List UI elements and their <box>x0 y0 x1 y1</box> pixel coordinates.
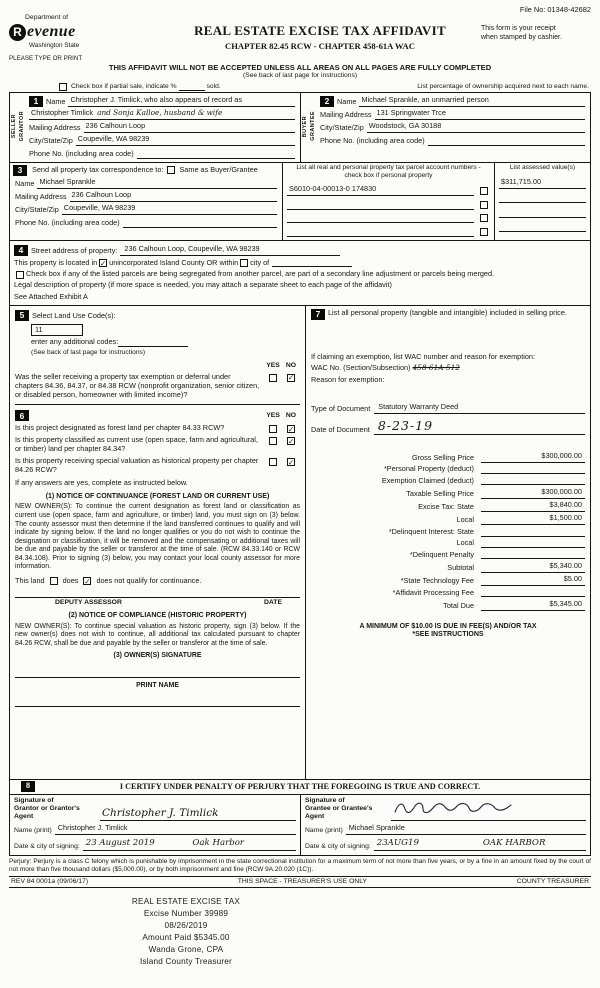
wac-label: WAC No. (Section/Subsection) <box>311 363 411 373</box>
form-body <box>9 92 591 780</box>
grantee-signature-label <box>305 797 391 822</box>
unincorporated-county-label: unincorporated Island County OR within <box>109 257 239 267</box>
does-not-label: does not qualify for continuance. <box>96 575 202 585</box>
correspondence-header <box>13 165 279 176</box>
parcel-numbers-header: List all real and personal property tax parcel account numbers - check box if personal property <box>296 163 481 179</box>
correspondence-phone-row <box>15 217 277 228</box>
section-2-number: 2 <box>320 96 334 107</box>
grantor-signature-label-line2: Grantor or Grantor's Agent <box>14 804 80 821</box>
spacer <box>311 385 585 399</box>
seller-fields <box>26 94 298 159</box>
affidavit-processing-fee-field[interactable] <box>481 588 585 597</box>
grantor-name-row <box>14 824 296 835</box>
certification-header-wrap <box>10 780 590 794</box>
delinquent-interest-local-row <box>311 539 585 548</box>
buyer-csz-label: City/State/Zip <box>320 122 364 132</box>
section-7-number: 7 <box>311 309 325 320</box>
delinquent-penalty-field[interactable] <box>481 550 585 559</box>
additional-codes-label: enter any additional codes: <box>31 337 119 347</box>
same-as-buyer-label: Same as Buyer/Grantee <box>179 164 258 174</box>
signature-columns <box>10 794 590 855</box>
personal-property-deduct-label: *Personal Property (deduct) <box>383 464 474 474</box>
correspondence-mailing-row <box>15 191 277 202</box>
spacer <box>311 320 585 350</box>
parcel-field-4[interactable] <box>287 228 474 237</box>
taxable-selling-price-label: Taxable Selling Price <box>406 488 474 498</box>
see-back-instructions: (See back of last page for instructions) <box>31 349 146 357</box>
certification-statement: I CERTIFY UNDER PENALTY OF PERJURY THAT THE FOREGOING IS TRUE AND CORRECT. <box>119 781 481 791</box>
exemption-question-row <box>15 373 300 400</box>
exemption-no-checkbox[interactable]: ✓ <box>287 373 295 383</box>
section-6 <box>15 404 300 707</box>
receipt-note-line2: when stamped by cashier. <box>481 34 562 42</box>
subtotal-field[interactable]: $5,340.00 <box>481 562 585 573</box>
land-use-row <box>15 310 300 321</box>
seller-name-row <box>29 96 295 107</box>
correspondence-csz-field[interactable]: Coupeville, WA 98239 <box>62 204 277 215</box>
delinquent-interest-local-label: Local <box>456 538 474 548</box>
document-date-field[interactable]: 8-23-19 <box>374 418 585 435</box>
city-of-label: city of <box>250 257 270 267</box>
buyer-fields <box>317 94 588 159</box>
land-use-label: Select Land Use Code(s): <box>32 310 116 320</box>
continuance-qualify-row <box>15 577 300 586</box>
correspondence-mailing-field[interactable]: 236 Calhoun Loop <box>70 191 277 202</box>
assessed-value-1[interactable]: $311,715.00 <box>499 178 586 189</box>
historic-property-question: Is this property receiving special valuation as historical property per chapter 84.26 RCW? <box>15 456 259 475</box>
perjury-statement: Perjury: Perjury is a class C felony which is punishable by imprisonment in the state correctional institution for a maximum term of not more than five years, or by a fine in an amount fixed by the court of not more than five thousand dollars ($5,000.00), or by both imprisonment and fine (RCW 9A.20.020 (1C)). <box>9 857 591 873</box>
ownership-note: List percentage of ownership acquired next to each name. <box>417 82 589 90</box>
additional-codes-row <box>31 338 300 347</box>
please-type-note: PLEASE TYPE OR PRINT <box>9 54 83 62</box>
exemption-claim-label: If claiming an exemption, list WAC number and reason for exemption: <box>311 351 536 361</box>
assessed-values-block <box>494 163 590 240</box>
buyer-name-field[interactable]: Michael Sprankle, an unmarried person <box>359 96 585 107</box>
seller-phone-label: Phone No. (including area code) <box>29 148 134 158</box>
excise-tax-local-label: Local <box>456 515 474 525</box>
seller-phone-row <box>29 148 295 159</box>
property-location-section <box>10 240 590 305</box>
form-header <box>9 14 591 62</box>
assessed-value-2[interactable] <box>499 193 586 203</box>
county-treasurer-label: COUNTY TREASURER <box>516 878 589 886</box>
receipt-note-line1: This form is your receipt <box>481 25 556 33</box>
delinquent-penalty-label: *Delinquent Penalty <box>409 549 474 559</box>
see-back-note: (See back of last page for instructions) <box>242 72 358 80</box>
stamp-treasurer-name: Wanda Grone, CPA <box>148 944 224 954</box>
seller-side-word2: GRANTOR <box>18 111 25 142</box>
buyer-name-label: Name <box>337 96 357 106</box>
parcel-field-1[interactable]: S6010-04-00013-0 174830 <box>287 185 474 196</box>
dor-logo <box>9 14 159 62</box>
grantor-signature-block <box>10 795 300 855</box>
seller-mailing-label: Mailing Address <box>29 122 81 132</box>
treasurer-space-label: THIS SPACE - TREASURER'S USE ONLY <box>237 878 368 886</box>
wac-row <box>311 364 585 373</box>
yes-header: YES <box>266 361 280 369</box>
section-6-number: 6 <box>15 410 29 421</box>
seller-name-typed: Christopher Timlick <box>31 107 94 117</box>
this-land-label: This land <box>15 575 45 585</box>
stamp-excise-number: Excise Number 39989 <box>143 909 229 919</box>
legal-description-field[interactable]: See Attached Exhibit A <box>14 291 88 301</box>
correspondence-csz-row <box>15 204 277 215</box>
buyer-phone-row <box>320 135 585 146</box>
notice-continuance-title: (1) NOTICE OF CONTINUANCE (FOREST LAND OR CURRENT USE) <box>45 492 270 500</box>
grantee-signature-label-line2: Grantee or Grantee's Agent <box>305 804 373 821</box>
buyer-side-label <box>301 94 317 159</box>
grantee-signature-scribble <box>393 800 513 816</box>
seller-name-label: Name <box>46 96 66 106</box>
does-label: does <box>62 575 79 585</box>
send-correspondence-label: Send all property tax correspondence to: <box>32 164 164 174</box>
exemption-claimed-row <box>311 476 585 485</box>
grantee-date-field[interactable]: 23AUG19 <box>374 838 480 850</box>
minimum-fee-note: A MINIMUM OF $10.00 IS DUE IN FEE(S) AND/OR TAX <box>359 622 537 630</box>
buyer-phone-label: Phone No. (including area code) <box>320 135 425 145</box>
current-use-no-checkbox[interactable]: ✓ <box>287 436 295 446</box>
delinquent-interest-state-field[interactable] <box>481 528 585 537</box>
seller-name-row-2 <box>29 109 295 120</box>
delinquent-interest-local-field[interactable] <box>481 539 585 548</box>
section-3-number: 3 <box>13 165 27 176</box>
current-use-yes-checkbox[interactable] <box>269 437 277 445</box>
parcel-numbers-block <box>282 163 494 240</box>
parcel-field-3[interactable] <box>287 214 474 223</box>
parcel-4-personal-checkbox[interactable] <box>480 228 488 236</box>
owners-signature-label: (3) OWNER(S) SIGNATURE <box>113 652 202 660</box>
personal-property-deduct-field[interactable] <box>481 465 585 474</box>
buyer-csz-row <box>320 122 585 133</box>
grantee-date-label: Date & city of signing: <box>305 842 371 850</box>
parcel-row-4 <box>287 228 490 237</box>
grantor-city-field[interactable]: Oak Harbor <box>189 838 296 850</box>
financial-summary <box>311 449 585 610</box>
partial-sale-sold-label: sold. <box>206 82 221 90</box>
affidavit-processing-fee-label: *Affidavit Processing Fee <box>392 587 474 597</box>
grantor-signature-row <box>14 797 296 822</box>
historic-no-checkbox[interactable]: ✓ <box>287 457 295 467</box>
notice-compliance-title: (2) NOTICE OF COMPLIANCE (HISTORIC PROPERTY) <box>68 612 247 620</box>
additional-codes-field[interactable] <box>118 339 188 347</box>
footer-row <box>9 876 591 888</box>
legal-description-label: Legal description of property (if more space is needed, you may attach a separate sheet to each page of the affidavit) <box>14 280 392 290</box>
forest-land-question: Is this project designated as forest land per chapter 84.33 RCW? <box>15 423 225 433</box>
right-column <box>306 306 590 779</box>
left-column <box>10 306 306 779</box>
document-date-label: Date of Document <box>311 425 370 435</box>
subtotal-label: Subtotal <box>447 562 474 572</box>
buyer-csz-field[interactable]: Woodstock, GA 30188 <box>367 122 585 133</box>
forest-land-yes-checkbox[interactable] <box>269 425 277 433</box>
grantee-signature-block <box>300 795 590 855</box>
revenue-r-icon: R <box>9 24 26 41</box>
within-city-checkbox[interactable] <box>240 259 248 267</box>
exemption-claimed-field[interactable] <box>481 476 585 485</box>
grantee-signature[interactable] <box>391 800 586 822</box>
assessed-value-4[interactable] <box>499 222 586 232</box>
grantee-signature-label-line1: Signature of <box>305 796 345 804</box>
grantor-date-row <box>14 838 296 850</box>
buyer-mailing-field[interactable]: 131 Springwater Trce <box>375 109 585 120</box>
yes-header: YES <box>266 411 280 419</box>
acceptance-warning: THIS AFFIDAVIT WILL NOT BE ACCEPTED UNLESS ALL AREAS ON ALL PAGES ARE FULLY COMPLETED <box>108 63 492 73</box>
personal-property-deduct-row <box>311 465 585 474</box>
segregated-label: Check box if any of the listed parcels are being segregated from another parcel, are part of a secondary line adjustment or parcels being merged. <box>26 268 495 278</box>
parties-row <box>10 93 590 162</box>
taxable-selling-price-row <box>311 488 585 499</box>
excise-tax-state-row <box>311 501 585 512</box>
street-address-field[interactable]: 236 Calhoun Loop, Coupeville, WA 98239 <box>120 245 340 256</box>
taxable-selling-price-field[interactable]: $300,000.00 <box>481 488 585 499</box>
notice-compliance-body: NEW OWNER(S): To continue special valuation as historic property, sign (3) below. If the new owner(s) does not wish to continue, all additional tax calculated pursuant to chapter 84.26 RCW, shall be due and payable by the seller or transferor at the time of sale. <box>15 622 300 647</box>
located-in-label: This property is located in <box>14 257 98 267</box>
grantor-name-field[interactable]: Christopher J. Timlick <box>55 824 296 835</box>
personal-property-label: List all personal property (tangible and intangible) included in selling price. <box>328 307 567 317</box>
title-block <box>159 14 481 62</box>
owners-signature-line[interactable] <box>15 677 300 678</box>
see-instructions-note: *SEE INSTRUCTIONS <box>412 631 484 639</box>
delinquent-penalty-row <box>311 550 585 559</box>
total-due-label: Total Due <box>443 600 474 610</box>
correspondence-block <box>10 163 282 240</box>
segregated-checkbox[interactable] <box>16 271 24 279</box>
buyer-section <box>300 93 590 162</box>
state-technology-fee-label: *State Technology Fee <box>400 576 474 586</box>
partial-sale-percent-field[interactable] <box>179 83 205 91</box>
receipt-note <box>481 14 591 62</box>
grantor-date-label: Date & city of signing: <box>14 842 80 850</box>
parcel-field-2[interactable] <box>287 201 474 210</box>
legal-description-row <box>14 281 586 290</box>
date-label: DATE <box>264 598 282 606</box>
delinquent-interest-state-label: *Delinquent Interest: State <box>388 526 474 536</box>
stamp-title: REAL ESTATE EXCISE TAX <box>131 897 241 907</box>
seller-name-field[interactable]: Christopher J. Timlick, who also appears of record as <box>68 96 295 107</box>
seller-name-handwritten: and Sonja Kalloe, husband & wife <box>97 107 223 117</box>
if-yes-note: If any answers are yes, complete as instructed below. <box>15 478 188 488</box>
reason-for-exemption-label: Reason for exemption: <box>311 375 385 385</box>
document-date-row <box>311 418 585 435</box>
seller-name-field-2[interactable] <box>29 109 295 120</box>
form-title: REAL ESTATE EXCISE TAX AFFIDAVIT <box>194 23 446 39</box>
correspondence-name-row <box>15 178 277 189</box>
grantee-city-field[interactable]: OAK HARBOR <box>480 838 586 850</box>
subtotal-row <box>311 562 585 573</box>
grantor-date-field[interactable]: 23 August 2019 <box>83 838 190 850</box>
stamp-treasurer-title: Island County Treasurer <box>140 956 232 966</box>
parcel-2-personal-checkbox[interactable] <box>480 201 488 209</box>
sec5-yes-no-header <box>15 362 300 370</box>
assessed-values-header: List assessed value(s) <box>509 163 576 171</box>
grantor-signature-label-line1: Signature of <box>14 796 54 804</box>
section-1-number: 1 <box>29 96 43 107</box>
buyer-name-row <box>320 96 585 107</box>
forest-land-question-row <box>15 424 300 433</box>
seller-mailing-field[interactable]: 236 Calhoun Loop <box>84 122 295 133</box>
seller-csz-row <box>29 135 295 146</box>
stamp-date: 08/26/2019 <box>164 921 208 931</box>
unincorporated-county-checkbox[interactable]: ✓ <box>100 258 107 268</box>
parcel-1-personal-checkbox[interactable] <box>480 187 488 195</box>
logo-department-text: Department of <box>25 14 69 22</box>
seller-section <box>10 93 300 162</box>
parcel-3-personal-checkbox[interactable] <box>480 214 488 222</box>
correspondence-phone-label: Phone No. (including area code) <box>15 217 120 227</box>
legal-description-value-row <box>14 293 586 302</box>
grantor-signature-label <box>14 797 100 822</box>
form-chapter: CHAPTER 82.45 RCW - CHAPTER 458-61A WAC <box>225 40 415 51</box>
print-name-label: PRINT NAME <box>136 681 179 689</box>
state-technology-fee-field[interactable]: $5.00 <box>481 575 585 586</box>
document-type-field[interactable]: Statutory Warranty Deed <box>374 403 585 414</box>
correspondence-csz-label: City/State/Zip <box>15 204 59 214</box>
stamp-amount-paid: Amount Paid $5345.00 <box>142 932 230 942</box>
treasurer-stamp <box>81 896 291 967</box>
land-use-code-field[interactable]: 11 <box>31 324 83 337</box>
seller-phone-field[interactable] <box>137 150 295 159</box>
street-address-label: Street address of property: <box>31 246 118 256</box>
does-not-qualify-checkbox[interactable]: ✓ <box>84 576 91 586</box>
buyer-side-word2: GRANTEE <box>309 111 316 142</box>
seller-csz-field[interactable]: Coupeville, WA 98239 <box>76 135 295 146</box>
section-5-number: 5 <box>15 310 29 321</box>
state-technology-fee-row <box>311 575 585 586</box>
certification-header <box>10 780 590 794</box>
deputy-assessor-labels <box>15 598 300 607</box>
historic-yes-checkbox[interactable] <box>269 458 277 466</box>
location-row <box>14 259 586 268</box>
current-use-question-row <box>15 436 300 454</box>
correspondence-phone-field[interactable] <box>123 219 277 228</box>
logo-revenue-text: evenue <box>27 23 76 41</box>
seller-side-label <box>10 94 26 159</box>
certification-section <box>9 780 591 856</box>
city-name-field[interactable] <box>272 259 352 267</box>
section-8-number: 8 <box>21 781 35 792</box>
parcel-row-2 <box>287 201 490 210</box>
historic-property-question-row <box>15 457 300 475</box>
grantee-name-print-label: Name (print) <box>305 827 343 835</box>
seller-side-word1: SELLER <box>10 114 17 139</box>
partial-sale-label: Check box if partial sale, indicate % <box>71 82 177 90</box>
deputy-assessor-label: DEPUTY ASSESSOR <box>55 598 122 606</box>
exemption-yes-checkbox[interactable] <box>269 374 277 382</box>
excise-tax-local-field[interactable]: $1,500.00 <box>481 514 585 525</box>
grantee-name-field[interactable]: Michael Sprankle <box>346 824 586 835</box>
grantor-name-print-label: Name (print) <box>14 827 52 835</box>
delinquent-interest-state-row <box>311 528 585 537</box>
partial-sale-row <box>57 83 589 91</box>
logo-main <box>9 22 159 42</box>
does-qualify-checkbox[interactable] <box>50 577 58 585</box>
buyer-side-word1: BUYER <box>301 115 308 137</box>
section-4-number: 4 <box>14 245 28 256</box>
tax-correspondence-section <box>10 162 590 240</box>
form-revision: REV 84 0001a (09/06/17) <box>11 878 89 886</box>
buyer-mailing-label: Mailing Address <box>320 109 372 119</box>
excise-tax-state-label: Excise Tax: State <box>418 502 474 512</box>
segregated-row <box>14 270 586 279</box>
print-name-line[interactable] <box>15 706 300 707</box>
file-number: File No: 01348-42682 <box>519 5 591 14</box>
parcel-row-1 <box>287 185 490 196</box>
affidavit-processing-fee-row <box>311 588 585 597</box>
excise-tax-state-field[interactable]: $3,840.00 <box>481 501 585 512</box>
no-header: NO <box>285 361 297 369</box>
parcel-row-3 <box>287 214 490 223</box>
buyer-mailing-row <box>320 109 585 120</box>
correspondence-name-field[interactable]: Michael Sprankle <box>37 178 277 189</box>
total-due-row <box>311 600 585 611</box>
street-address-row <box>14 245 586 256</box>
document-type-row <box>311 403 585 414</box>
correspondence-mailing-label: Mailing Address <box>15 191 67 201</box>
seller-mailing-row <box>29 122 295 133</box>
same-as-buyer-checkbox[interactable] <box>167 166 175 174</box>
current-use-question: Is this property classified as current use (open space, farm and agricultural, or timber) land per chapter 84.34? <box>15 435 258 454</box>
exemption-question: Was the seller receiving a property tax exemption or deferral under chapters 84.36, 84.37, or 84.38 RCW (nonprofit organization, senior citizen, or disabled person, homeowner with limited income)? <box>15 371 260 399</box>
grantee-name-row <box>305 824 586 835</box>
gross-selling-price-field[interactable]: $300,000.00 <box>481 452 585 463</box>
logo-state-text: Washington State <box>29 41 80 49</box>
buyer-phone-field[interactable] <box>428 137 585 146</box>
document-type-label: Type of Document <box>311 404 371 414</box>
correspondence-name-label: Name <box>15 178 35 188</box>
partial-sale-checkbox[interactable] <box>59 83 67 91</box>
wac-number-field[interactable]: 458-61A-512 <box>412 363 460 373</box>
gross-selling-price-row <box>311 452 585 463</box>
gross-selling-price-label: Gross Selling Price <box>411 452 474 462</box>
notice-continuance-body: NEW OWNER(S): To continue the current designation as forest land or classification as current use (open space, farm and agriculture, or timber) land, you must sign on (3) below. The county assessor must then determine if the land transferred continues to qualify and will indicate by signing below. If the land no longer qualifies or you do not wish to continue the designation or classification, it will be removed and the compensating or additional taxes will be due and payable by the seller or transferor at the time of sale. (RCW 84.33.140 or RCW 84.34.108). Prior to signing (3) below, you may contact your local county assessor for more information. <box>15 503 300 571</box>
sec6-yes-no-header <box>15 410 300 421</box>
grantor-signature[interactable]: Christopher J. Timlick <box>100 807 296 822</box>
seller-csz-label: City/State/Zip <box>29 135 73 145</box>
excise-tax-local-row <box>311 514 585 525</box>
grantee-date-row <box>305 838 586 850</box>
total-due-field[interactable]: $5,345.00 <box>481 600 585 611</box>
middle-columns <box>10 305 590 779</box>
forest-land-no-checkbox[interactable]: ✓ <box>287 424 295 434</box>
assessed-value-3[interactable] <box>499 208 586 218</box>
exemption-claimed-label: Exemption Claimed (deduct) <box>381 475 474 485</box>
personal-property-header <box>311 309 585 320</box>
grantee-signature-row <box>305 797 586 822</box>
no-header: NO <box>285 411 297 419</box>
